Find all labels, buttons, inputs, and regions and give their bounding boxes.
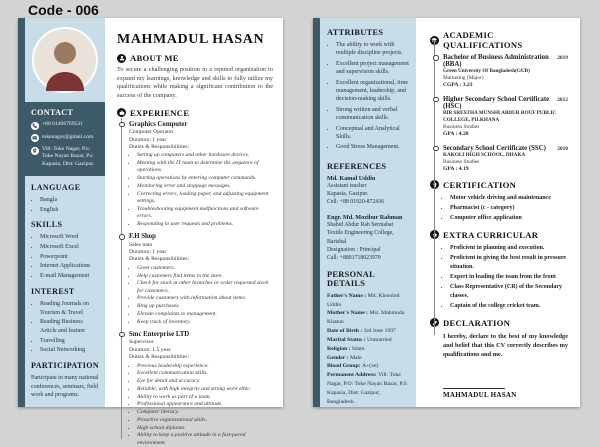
personal-detail-row: Permanent Address: Vill: Toke Nagar, P.O: Toke Nayan Bazar, P.S: Kapasia, Dist: Gazipur, Bangladesh.	[327, 372, 409, 405]
contact-section	[25, 102, 105, 176]
duty-item: • Excellent communication skills.	[137, 370, 273, 377]
duty-item: • Responding to user requests and problems.	[137, 221, 273, 228]
degree-year: 2010	[557, 145, 568, 152]
attribute-item: • Excellent project management and supervision skills.	[336, 60, 409, 77]
certification-list	[450, 194, 568, 223]
duty-item: • Correcting errors, loading paper, and adjusting equipment settings.	[137, 191, 273, 206]
duty-item: • Greet customers.	[137, 265, 273, 272]
contact-heading: CONTACT	[31, 108, 74, 118]
contact-email-row	[31, 134, 99, 143]
job-duties-list	[137, 363, 273, 447]
reference-lines	[327, 221, 409, 263]
duty-item: • Reliable, with high integrity and strong work ethic.	[137, 386, 273, 393]
map-pin-icon	[31, 147, 39, 155]
language-list	[40, 196, 99, 214]
job-company: Smc Enterprise LTD	[129, 330, 190, 338]
degree-year: 2012	[557, 96, 568, 103]
language-item: • English	[40, 206, 99, 215]
duty-item: • Proactive organizational skills.	[137, 417, 273, 424]
duty-item: • Setting up computers and other hardware devices.	[137, 152, 273, 159]
reference-line: Cell: +88 01920-872436	[327, 199, 385, 206]
certification-item: • Computer office application	[450, 214, 568, 223]
job-duration: Duration: 1 year	[129, 248, 167, 255]
cv-page-2	[313, 18, 580, 407]
photo-area	[25, 18, 105, 102]
template-code-label: Code - 006	[28, 2, 99, 18]
contact-email: tokenagor@gmail.com	[42, 133, 94, 140]
page1-main	[105, 18, 283, 446]
experience-entry-3	[129, 331, 273, 447]
academic-entry-2	[443, 96, 568, 139]
job-company: Graphics Computer	[129, 120, 188, 128]
reference-name: Engr. Md. Mozibur Rahman	[327, 213, 403, 221]
briefcase-icon	[117, 108, 126, 117]
profile-photo	[32, 27, 98, 93]
attribute-item: • Conceptual and Analytical Skills.	[336, 125, 409, 142]
signature-block	[443, 388, 568, 399]
duty-item: • Starting operations by entering computer commands.	[137, 175, 273, 182]
skill-item: • E-mail Management	[40, 272, 99, 281]
timeline-dot	[119, 234, 125, 240]
skill-item: • Microsoft Excel	[40, 243, 99, 252]
reference-line: Designation : Principal	[327, 247, 381, 254]
about-me-heading: ABOUT ME	[130, 53, 179, 63]
extra-curricular-item: • Captain of the college cricket team.	[450, 302, 568, 311]
degree-detail: Marketing (Major)	[443, 75, 484, 82]
interest-list	[40, 300, 99, 355]
cv-page-1	[18, 18, 283, 446]
interest-item: • Travelling	[40, 337, 99, 346]
extra-curricular-list	[450, 244, 568, 311]
attributes-heading: ATTRIBUTES	[327, 28, 384, 37]
job-company: F.H Shop	[129, 233, 156, 241]
degree-detail: Business Studies	[443, 158, 480, 165]
duty-item: • Previous leadership experience.	[137, 363, 273, 370]
degree-result: GPA : 4.20	[443, 131, 469, 138]
degree-title: Bachelor of Business Administration (BBA)	[443, 54, 549, 68]
duty-item: • Help customers find items in the store.	[137, 273, 273, 280]
signature-line	[443, 388, 505, 389]
duty-item: • Keep track of inventory.	[137, 319, 273, 326]
page2-right-column	[416, 18, 580, 407]
right-column-timeline	[430, 30, 568, 399]
attribute-item: • The ability to work with multiple discipline projects.	[336, 41, 409, 58]
academic-heading: ACADEMIC QUALIFICATIONS	[443, 30, 523, 50]
page1-accent-bar	[18, 18, 25, 407]
reference-lines	[327, 182, 409, 207]
degree-title: Secondary School Certificate (SSC)	[443, 144, 546, 152]
extra-curricular-item: • Expert in leading the team from the front	[450, 273, 568, 282]
personal-detail-row: Father's Name : Md. Khorshid Uddin	[327, 292, 400, 308]
declaration-heading-row	[430, 318, 568, 328]
about-me-text: To secure a challenging position in a reputed organization to expand my learnings, knowledge and skills to fully utilize my qualifications while making a significant contribution to the success of the company.	[117, 66, 273, 100]
certification-item: • Motor vehicle driving and maintenance	[450, 194, 568, 203]
duty-item: • Ability to keep a positive attitude in a fast-paced environment.	[137, 432, 273, 447]
job-duties-label: Duties & Responsibilities:	[129, 354, 190, 361]
attributes-list	[336, 41, 409, 152]
timeline-dot	[119, 332, 125, 338]
personal-detail-row: Mother's Name : Mst. Mahmuda Khatun	[327, 310, 405, 326]
job-duties-list	[137, 152, 273, 228]
personal-detail-row: Gender : Male	[327, 354, 362, 361]
personal-details-rows	[327, 292, 409, 407]
job-role: Sales man	[129, 241, 153, 248]
reference-name: Md. Kamal Uddin	[327, 174, 376, 182]
duty-item: • Monitoring error and stoppage messages.	[137, 183, 273, 190]
skill-item: • Microsoft Word	[40, 233, 99, 242]
duty-item: • Ability to work as part of a team.	[137, 394, 273, 401]
page2-left-column	[320, 18, 416, 407]
duty-item: • Ring up purchases.	[137, 303, 273, 310]
degree-institute: Green University Of Bangladesh(GUB)	[443, 68, 530, 74]
language-heading: LANGUAGE	[31, 183, 81, 192]
certification-item: • Pharmacist (c - category)	[450, 204, 568, 213]
reference-2	[327, 214, 409, 263]
about-me-heading-row	[117, 53, 273, 63]
job-duties-label: Duties & Responsibilities:	[129, 143, 190, 150]
degree-result: CGPA : 3.23	[443, 82, 473, 89]
skills-heading: SKILLS	[31, 220, 63, 230]
participation-heading: PARTICIPATION	[31, 360, 100, 370]
reference-1	[327, 175, 409, 207]
job-role: Supervisor	[129, 339, 154, 346]
duty-item: • Meeting with the IT team to determine the sequence of operations.	[137, 160, 273, 175]
degree-detail: Business Studies	[443, 123, 480, 130]
contact-address: Vill: Toke Nagar, P.o: Toke Nayan Bazar, P.s: Kapasia, Dist: Gazipur.	[42, 146, 95, 167]
extra-curricular-heading: EXTRA CURRICULAR	[443, 229, 539, 240]
phone-icon	[31, 122, 39, 130]
envelope-icon	[31, 134, 39, 142]
duty-item: • High school diploma.	[137, 425, 273, 432]
job-duties-label: Duties & Responsibilities:	[129, 256, 190, 263]
timeline-dot	[119, 122, 125, 128]
attribute-item: • Good Stress Management.	[336, 143, 409, 151]
experience-section	[117, 108, 273, 447]
contact-phone: +88 01406769531	[42, 121, 83, 128]
timeline-dot	[433, 55, 439, 61]
extra-curricular-item: • Proficient in giving the best result in pressure situation.	[450, 254, 568, 272]
personal-detail-row: Date of Birth : 3rd June 1997	[327, 328, 396, 335]
experience-heading: EXPERIENCE	[130, 107, 190, 118]
timeline-line	[434, 40, 435, 335]
candidate-name: MAHMADUL HASAN	[117, 32, 265, 47]
academic-entry-1	[443, 54, 568, 90]
sidebar-light-sections	[25, 176, 105, 407]
job-duties-list	[137, 265, 273, 326]
reference-line: Call: +8801718023970	[327, 255, 381, 262]
signature-name: MAHMADUL HASAN	[443, 390, 517, 399]
certification-heading-row	[430, 180, 568, 190]
references-heading: REFERENCES	[327, 161, 387, 171]
duty-item: • Computer literacy.	[137, 409, 273, 416]
timeline-line	[121, 118, 122, 439]
language-item: • Bangla	[40, 196, 99, 205]
contact-address-row	[31, 146, 99, 168]
experience-heading-row	[117, 108, 273, 118]
interest-heading: INTEREST	[31, 286, 75, 296]
participation-text: Participate in many national conferences, seminars, field work and programs.	[31, 374, 99, 399]
degree-result: GPA : 4.19	[443, 166, 469, 173]
page2-accent-bar	[313, 18, 320, 407]
duty-item: • Elevate complaints to management.	[137, 311, 273, 318]
degree-institute: BIR SRESTHA MUNSHI ABDUR ROUF PUBLIC COLLEGE, PILKHANA	[443, 109, 557, 123]
certification-heading: CERTIFICATION	[443, 179, 517, 190]
contact-phone-row	[31, 121, 99, 130]
reference-line: Assistant teacher	[327, 182, 367, 189]
job-duration: Duration: 1 year	[129, 136, 167, 143]
skill-item: • Internet Applications	[40, 262, 99, 271]
extra-curricular-item: • Proficient in planning and execution.	[450, 244, 568, 253]
duty-item: • Troubleshooting equipment malfunctions and software errors.	[137, 206, 273, 221]
reference-line: Shahid Abdur Rab Serniabat Textile Engineering College, Barishal	[327, 221, 394, 245]
interest-item: • Reading Business Article and feature	[40, 318, 99, 335]
skill-item: • Powerpoint	[40, 253, 99, 262]
extra-curricular-item: • Class Representative (CR) of the Secondary classes.	[450, 283, 568, 301]
interest-item: • Reading Journals on Tourism & Travel	[40, 300, 99, 317]
experience-entry-1	[129, 121, 273, 228]
reference-line: Kapasia, Gazipur.	[327, 191, 369, 198]
timeline-dot	[433, 146, 439, 152]
degree-institute: KAKOLI HIGH SCHOOL, DHAKA	[443, 151, 526, 158]
attribute-item: • Strong written and verbal communication skills.	[336, 106, 409, 123]
job-duration: Duration: 1.5 year	[129, 346, 171, 353]
personal-detail-row: Marital Status : Unmarried	[327, 336, 392, 343]
page1-sidebar	[25, 18, 105, 407]
declaration-heading: DECLARATION	[443, 317, 511, 328]
personal-detail-row: Blood Group: A+(ve)	[327, 363, 379, 370]
person-silhouette-icon	[34, 29, 96, 91]
duty-item: • Provide customers with information about items.	[137, 295, 273, 302]
degree-title: Higher Secondary School Certificate (HSC)	[443, 95, 550, 110]
duty-item: • Professional appearance and attitude.	[137, 401, 273, 408]
interest-item: • Social Networking	[40, 346, 99, 355]
personal-detail-row: Religion : Islam	[327, 345, 365, 352]
skills-list	[40, 233, 99, 280]
timeline-dot	[433, 97, 439, 103]
extra-curricular-heading-row	[430, 230, 568, 240]
personal-details-heading: PERSONAL DETAILS	[327, 269, 375, 288]
person-icon	[117, 54, 126, 63]
experience-entry-2	[129, 233, 273, 326]
degree-year: 2019	[557, 55, 568, 61]
job-role: Computer Operator	[129, 129, 174, 136]
declaration-text: I hereby, declare to the best of my knowledge and belief that this CV correctly describes my qualifications and me.	[443, 332, 568, 359]
attribute-item: • Excellent organizational, time management, leadership, and decision-making skills.	[336, 79, 409, 104]
academic-entry-3	[443, 145, 568, 174]
duty-item: • Eye for detail and accuracy.	[137, 378, 273, 385]
duty-item: • Check for stock at other branches or order requested stock for customers.	[137, 280, 273, 295]
academic-heading-row	[430, 30, 568, 50]
